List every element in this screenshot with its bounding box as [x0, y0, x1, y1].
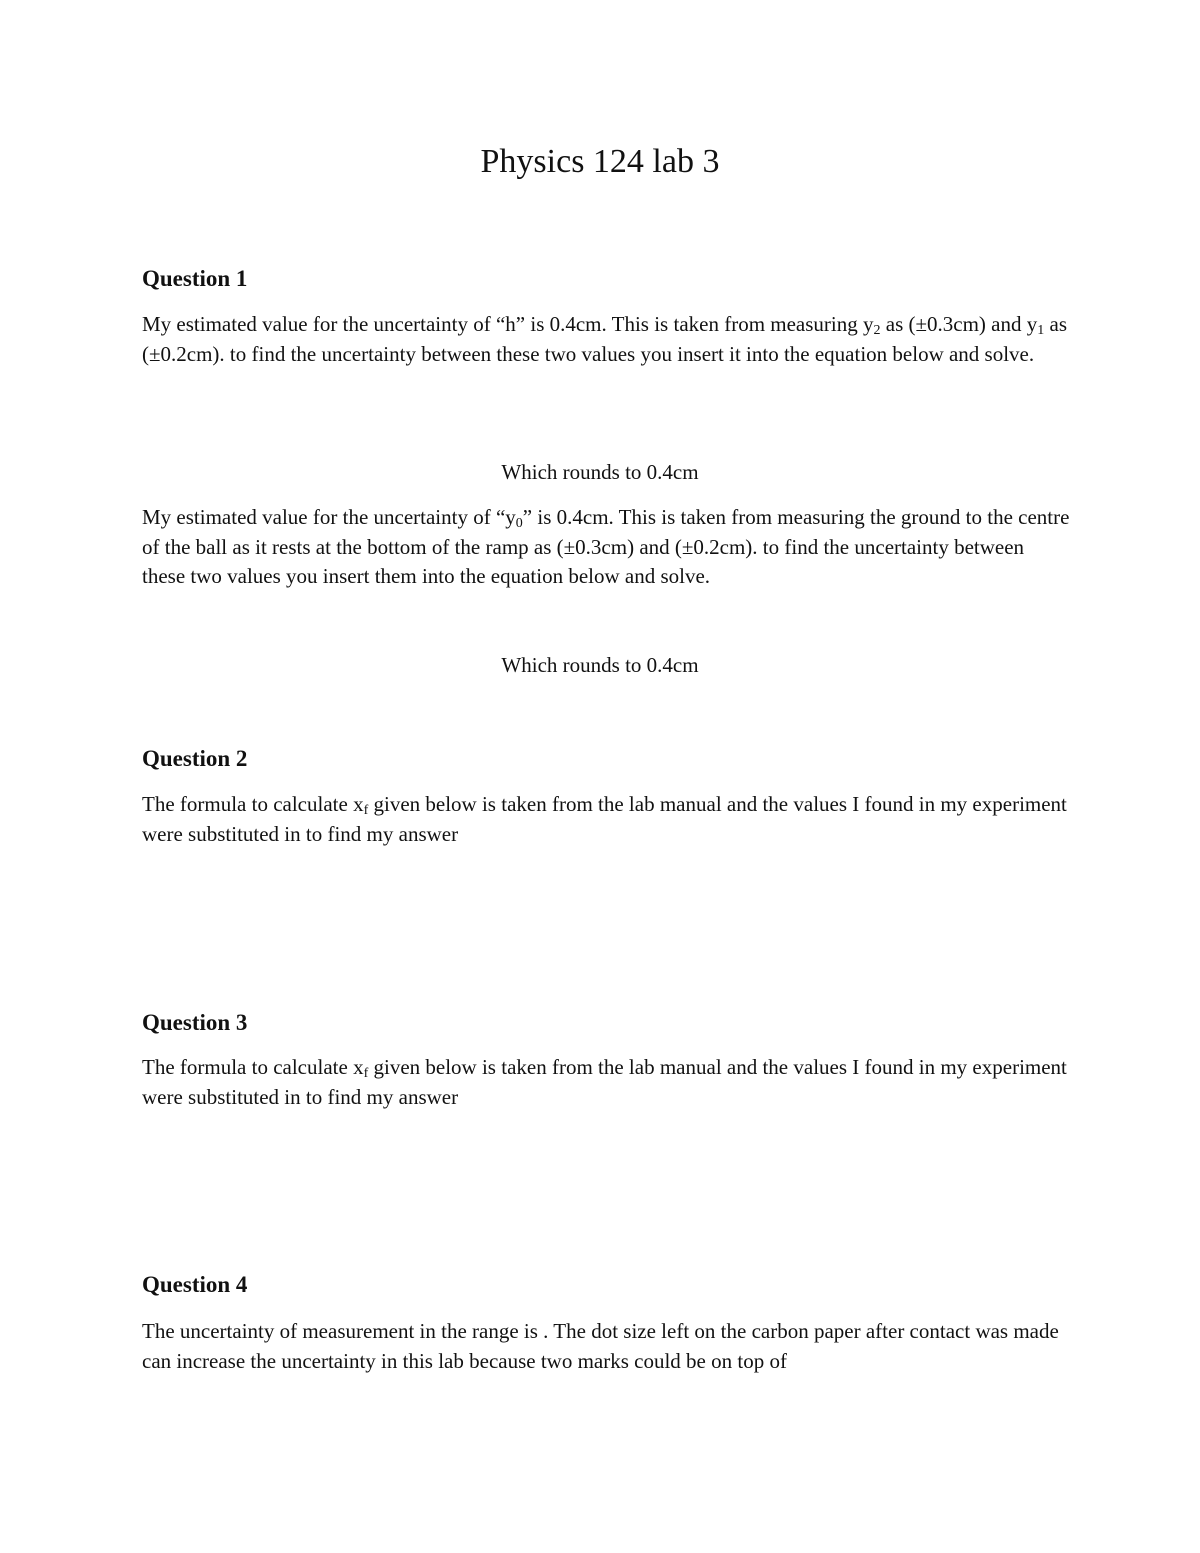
q3-text-a: The formula to calculate x — [142, 1055, 364, 1079]
question-4-heading: Question 4 — [142, 1272, 248, 1297]
document-title: Physics 124 lab 3 — [480, 143, 720, 180]
question-1-result-2: Which rounds to 0.4cm — [501, 653, 699, 677]
q2-text-a: The formula to calculate x — [142, 792, 364, 816]
question-4-paragraph: The uncertainty of measurement in the range is . The dot size left on the carbon paper after contact was made can increase the uncertainty in this lab because two marks could be on top of — [142, 1319, 1059, 1373]
question-1-heading: Question 1 — [142, 266, 248, 291]
question-3-heading: Question 3 — [142, 1010, 248, 1035]
q1-p2-text-b: ” is 0.4cm. This is taken from measuring the ground to the centre of the ball as it rests at the bottom of the ramp as (±0.3cm) and (±0.2cm). to find the uncertainty between these two values you insert them into the equation below and solve. — [142, 505, 1070, 588]
q1-p1-subscript-a: 2 — [873, 323, 881, 338]
question-2-paragraph — [142, 790, 1072, 849]
q3-text-b: given below is taken from the lab manual and the values I found in my experiment were substituted in to find my answer — [142, 1055, 1067, 1109]
question-1-paragraph-1 — [142, 310, 1072, 369]
question-1-paragraph-2 — [142, 503, 1072, 592]
q1-p2-text-a: My estimated value for the uncertainty of “y — [142, 505, 516, 529]
q2-text-b: given below is taken from the lab manual and the values I found in my experiment were substituted in to find my answer — [142, 792, 1067, 846]
q1-p1-subscript-b: 1 — [1037, 323, 1045, 338]
question-3-paragraph — [142, 1053, 1072, 1112]
q1-p1-text-b: as (±0.3cm) and y — [880, 312, 1038, 336]
q1-p1-text-a: My estimated value for the uncertainty of “h” is 0.4cm. This is taken from measuring y — [142, 312, 874, 336]
q3-subscript-a: f — [363, 1066, 369, 1081]
q1-p1-text-c: as (±0.2cm). to find the uncertainty between these two values you insert it into the equation below and solve. — [142, 312, 1067, 366]
question-1-result-1: Which rounds to 0.4cm — [501, 460, 699, 484]
question-2-heading: Question 2 — [142, 746, 248, 771]
q2-subscript-a: f — [363, 803, 369, 818]
q1-p2-subscript-a: 0 — [515, 516, 523, 531]
